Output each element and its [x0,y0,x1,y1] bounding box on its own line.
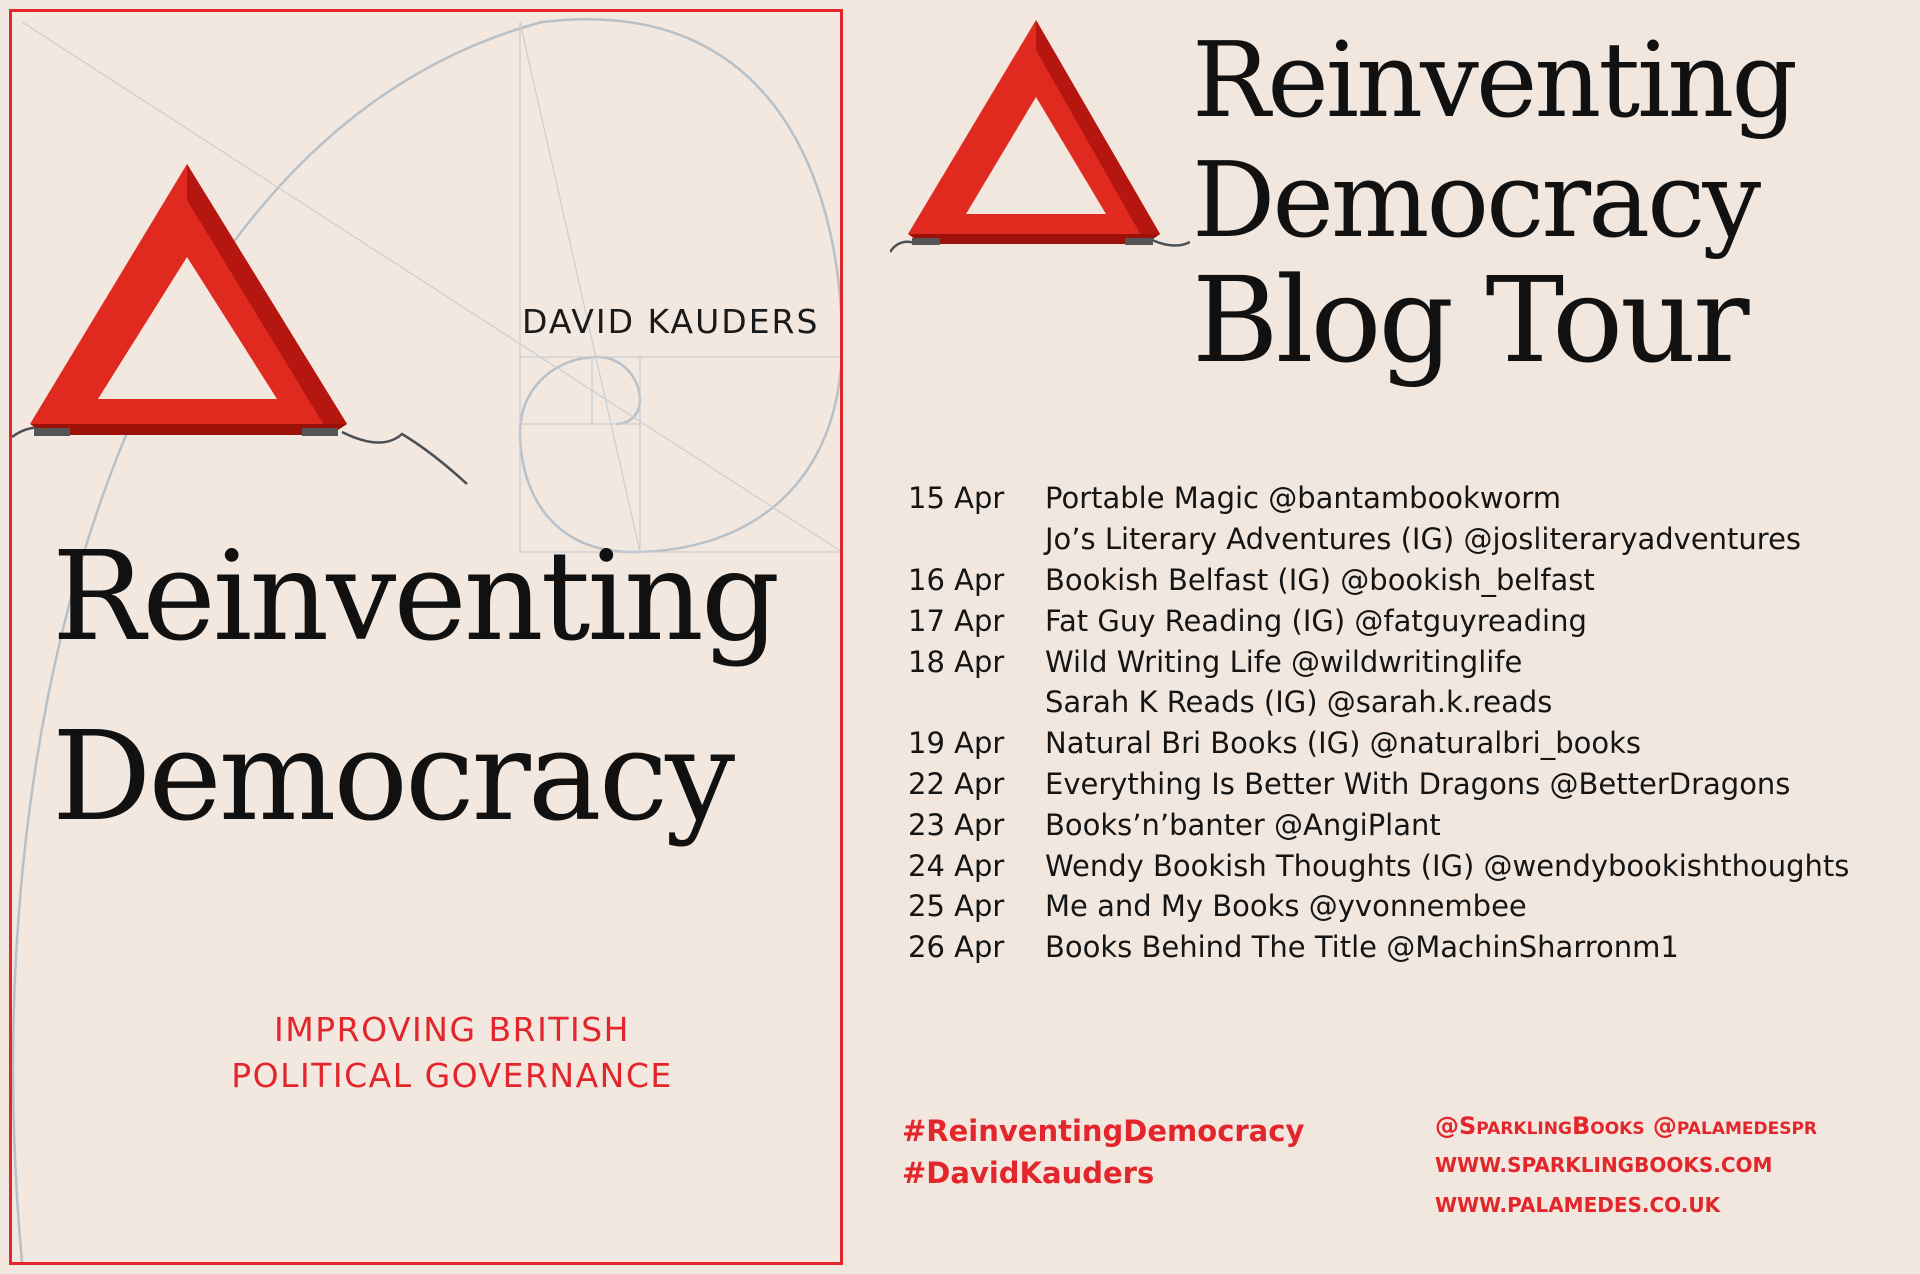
tour-title-line-1: Reinventing [1192,19,1795,141]
book-cover [9,9,843,1265]
social-handles: @SparklingBooks @palamedespr [1435,1112,1818,1140]
schedule-date: 16 Apr [908,562,1005,597]
warning-triangle-icon [890,12,1190,262]
schedule-date: 24 Apr [908,848,1005,883]
subtitle-line-2: POLITICAL GOVERNANCE [231,1056,673,1095]
schedule-date: 15 Apr [908,481,1005,516]
cover-subtitle [162,1007,742,1099]
schedule-entry: Portable Magic @bantambookworm [1045,481,1561,516]
author-name: DAVID KAUDERS [522,302,820,341]
schedule-entry: Fat Guy Reading (IG) @fatguyreading [1045,603,1587,638]
schedule-entry: Everything Is Better With Dragons @BetterDragons [1045,766,1791,801]
hashtag-david-kauders: #DavidKauders [902,1156,1155,1190]
subtitle-line-1: IMPROVING BRITISH [274,1010,630,1049]
cover-title-line-2: Democracy [52,705,733,849]
schedule-date: 17 Apr [908,603,1005,638]
warning-triangle-icon [12,152,482,492]
schedule-date: 18 Apr [908,644,1005,679]
schedule-row [908,560,1898,601]
schedule-entry: Jo’s Literary Adventures (IG) @josliteraryadventures [1045,522,1802,557]
schedule-entry: Wild Writing Life @wildwritinglife [1045,644,1523,679]
cover-title-line-1: Reinventing [52,525,778,669]
tour-schedule [908,478,1898,968]
schedule-row [908,478,1898,519]
schedule-row [908,886,1898,927]
website-palamedes: WWW.PALAMEDES.CO.UK [1435,1193,1721,1217]
schedule-row [908,927,1898,968]
schedule-row [908,723,1898,764]
website-sparklingbooks: WWW.SPARKLINGBOOKS.COM [1435,1153,1773,1177]
tour-title-line-3: Blog Tour [1192,251,1747,389]
hashtag-reinventing-democracy: #ReinventingDemocracy [902,1114,1305,1148]
schedule-entry: Books Behind The Title @MachinSharronm1 [1045,930,1679,965]
schedule-entry: Books’n’banter @AngiPlant [1045,807,1441,842]
publisher-contacts [1435,1107,1817,1225]
schedule-date: 25 Apr [908,889,1005,924]
schedule-date: 22 Apr [908,766,1005,801]
schedule-row [908,764,1898,805]
schedule-row [908,641,1898,682]
schedule-entry: Wendy Bookish Thoughts (IG) @wendybookishthoughts [1045,848,1850,883]
hashtags [902,1110,1304,1194]
schedule-date: 23 Apr [908,807,1005,842]
cover-title [52,507,777,867]
schedule-entry: Natural Bri Books (IG) @naturalbri_books [1045,726,1641,761]
schedule-entry: Me and My Books @yvonnembee [1045,889,1527,924]
schedule-row [908,845,1898,886]
schedule-row [908,600,1898,641]
schedule-entry: Sarah K Reads (IG) @sarah.k.reads [1045,685,1553,720]
tour-title-line-2: Democracy [1192,139,1759,261]
schedule-date: 19 Apr [908,726,1005,761]
schedule-row [908,682,1898,723]
schedule-entry: Bookish Belfast (IG) @bookish_belfast [1045,562,1595,597]
schedule-date: 26 Apr [908,930,1005,965]
schedule-row [908,804,1898,845]
schedule-row [908,519,1898,560]
tour-title [1192,19,1795,389]
